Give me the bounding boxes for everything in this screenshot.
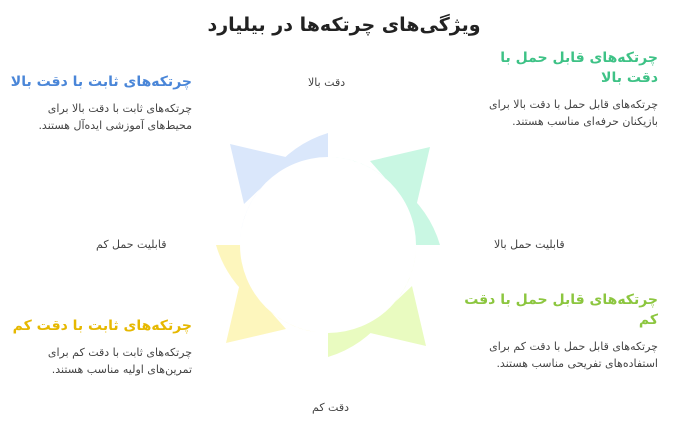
quadrant-top-left — [216, 133, 328, 245]
card-top-right — [466, 48, 658, 130]
card-desc-top-right: چرتکه‌های قابل حمل با دقت بالا برای بازیکنان حرفه‌ای مناسب هستند. — [489, 98, 658, 128]
axis-label-right: قابلیت حمل بالا — [494, 238, 565, 251]
card-bottom-left — [8, 316, 192, 378]
axis-label-top: دقت بالا — [308, 76, 346, 89]
diagram-title: ویژگی‌های چرتکه‌ها در بیلیارد — [207, 14, 481, 36]
card-title-top-left: چرتکه‌های ثابت با دقت بالا — [10, 74, 192, 90]
card-title-bottom-right: چرتکه‌های قابل حمل با دقت کم — [464, 292, 658, 328]
quadrant-top-right — [328, 133, 440, 245]
card-desc-bottom-right: چرتکه‌های قابل حمل با دقت کم برای استفاده‌های تفریحی مناسب هستند. — [489, 340, 658, 370]
card-title-top-right: چرتکه‌های قابل حمل با دقت بالا — [500, 50, 658, 86]
quadrant-bottom-right — [328, 245, 440, 357]
card-top-left — [8, 72, 192, 134]
axis-label-left: قابلیت حمل کم — [96, 238, 167, 251]
card-desc-top-left: چرتکه‌های ثابت با دقت بالا برای محیط‌های آموزشی ایده‌آل هستند. — [38, 102, 192, 132]
card-desc-bottom-left: چرتکه‌های ثابت با دقت کم برای تمرین‌های اولیه مناسب هستند. — [47, 346, 192, 376]
card-title-bottom-left: چرتکه‌های ثابت با دقت کم — [12, 318, 192, 334]
card-bottom-right — [464, 290, 658, 372]
axis-label-bottom: دقت کم — [312, 401, 350, 414]
cycle-diagram — [200, 122, 480, 382]
quadrant-bottom-left — [216, 245, 328, 357]
